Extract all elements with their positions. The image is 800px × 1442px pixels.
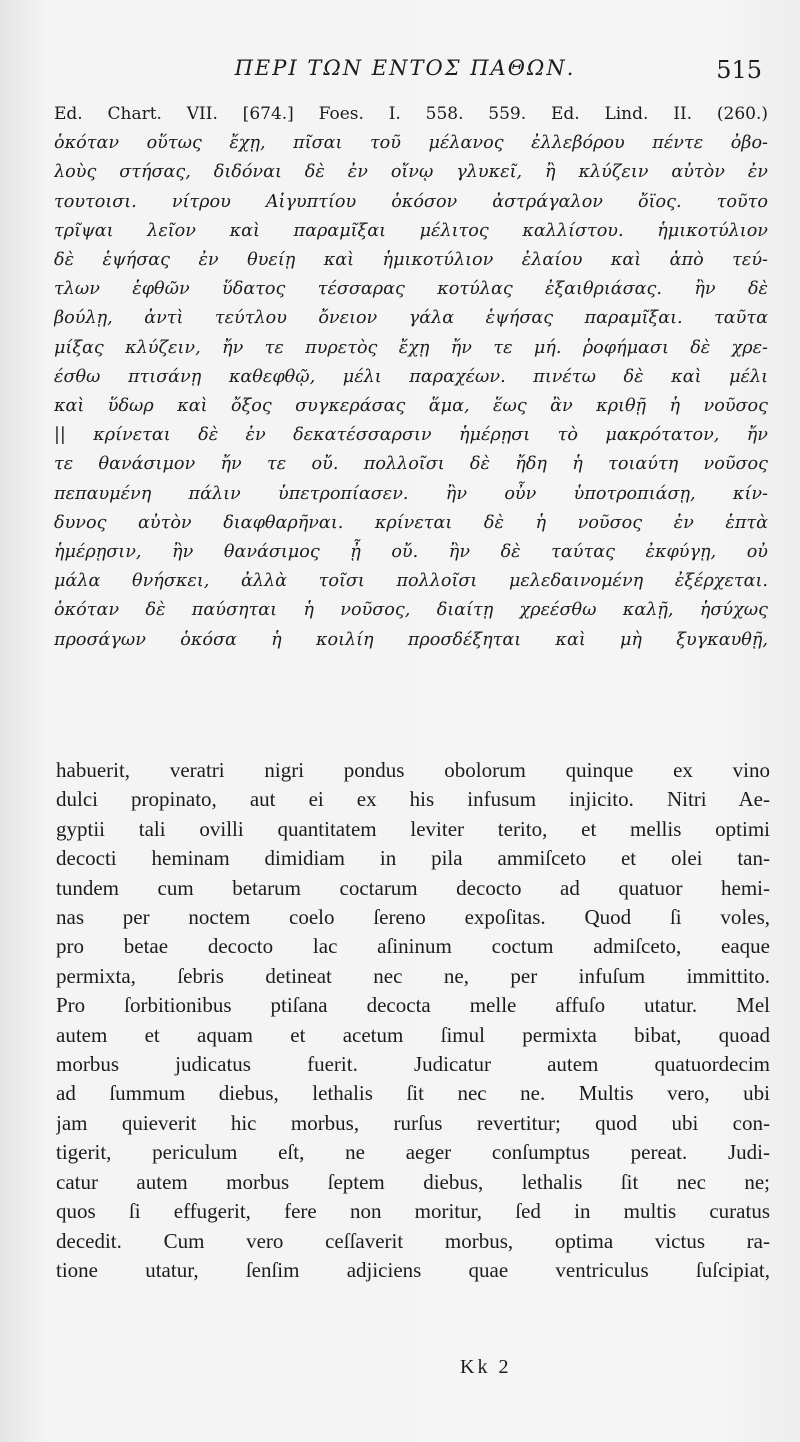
greek-text-block (54, 100, 768, 655)
greek-text-line: καὶ ὕδωρ καὶ ὄξος συγκεράσας ἅμα, ἕως ἂν κριθῇ ἡ νοῦσος (54, 396, 768, 417)
greek-text-line: δὲ ἑψήσας ἐν θυείῃ καὶ ἡμικοτύλιον ἐλαίου καὶ ἀπὸ τεύ- (54, 250, 768, 271)
greek-text-line: πεπαυμένη πάλιν ὑπετροπίασεν. ἢν οὖν ὑποτροπιάσῃ, κίν- (54, 483, 768, 504)
latin-text-line: morbus judicatus fuerit. Judicatur autem quatuordecim (56, 1052, 770, 1077)
latin-text-line: quos ſi effugerit, fere non moritur, ſed in multis curatus (56, 1199, 770, 1224)
latin-text-line: autem et aquam et acetum ſimul permixta bibat, quoad (56, 1022, 770, 1047)
latin-text-line: tundem cum betarum coctarum decocto ad quatuor hemi- (56, 875, 770, 900)
latin-text-line: permixta, ſebris detineat nec ne, per infuſum immittito. (56, 963, 770, 988)
latin-text-line: tigerit, periculum eſt, ne aeger conſumptus pereat. Judi- (56, 1140, 770, 1165)
greek-text-line: τλων ἑφθῶν ὕδατος τέσσαρας κοτύλας ἐξαιθριάσας. ἢν δὲ (54, 279, 768, 300)
greek-text-line: ὁκόταν δὲ παύσηται ἡ νοῦσος, διαίτῃ χρεέσθω καλῇ, ἡσύχως (54, 600, 768, 621)
latin-text-line: habuerit, veratri nigri pondus obolorum quinque ex vino (56, 758, 770, 782)
greek-text-line: || κρίνεται δὲ ἐν δεκατέσσαρσιν ἡμέρῃσι τὸ μακρότατον, ἤν (54, 425, 768, 446)
latin-text-line: catur autem morbus ſeptem diebus, lethalis ſit nec ne; (56, 1169, 770, 1194)
edition-reference-line: Ed. Chart. VII. [674.] Foes. I. 558. 559. Ed. Lind. II. (260.) (54, 104, 768, 124)
latin-text-line: gyptii tali ovilli quantitatem leviter terito, et mellis optimi (56, 816, 770, 841)
signature-mark: Kk 2 (460, 1356, 512, 1378)
latin-text-line: Pro ſorbitionibus ptiſana decocta melle affuſo utatur. Mel (56, 993, 770, 1018)
greek-text-line: τρῖψαι λεῖον καὶ παραμῖξαι μέλιτος καλλίστου. ἡμικοτύλιον (54, 220, 768, 241)
greek-text-line: ὁκόταν οὕτως ἔχῃ, πῖσαι τοῦ μέλανος ἐλλεβόρου πέντε ὀβο- (54, 133, 768, 154)
page-header (0, 56, 800, 96)
latin-text-line: decocti heminam dimidiam in pila ammiſceto et olei tan- (56, 846, 770, 871)
greek-text-line: τε θανάσιμον ἤν τε οὔ. πολλοῖσι δὲ ἤδη ἡ τοιαύτη νοῦσος (54, 454, 768, 475)
greek-text-line: μίξας κλύζειν, ἤν τε πυρετὸς ἔχῃ ἤν τε μή. ῥοφήμασι δὲ χρε- (54, 337, 768, 358)
latin-text-line: decedit. Cum vero ceſſaverit morbus, optima victus ra- (56, 1228, 770, 1253)
greek-text-line: ἡμέρῃσιν, ἢν θανάσιμος ᾖ οὔ. ἢν δὲ ταύτας ἐκφύγῃ, οὐ (54, 542, 768, 563)
greek-text-line: μάλα θνήσκει, ἀλλὰ τοῖσι πολλοῖσι μελεδαινομένη ἐξέρχεται. (54, 571, 768, 592)
greek-text-line: προσάγων ὁκόσα ἡ κοιλίη προσδέξηται καὶ μὴ ξυγκαυθῇ, (54, 629, 768, 650)
running-title: ΠΕΡΙ ΤΩΝ ΕΝΤΟΣ ΠΑΘΩΝ. (234, 56, 576, 80)
greek-text-line: βούλῃ, ἀντὶ τεύτλου ὄνειον γάλα ἑψήσας παραμῖξαι. ταῦτα (54, 308, 768, 329)
greek-text-line: τουτοισι. νίτρου Αἰγυπτίου ὁκόσον ἀστράγαλον ὄϊος. τοῦτο (54, 191, 768, 212)
latin-text-line: nas per noctem coelo ſereno expoſitas. Quod ſi voles, (56, 905, 770, 930)
latin-text-block (56, 756, 770, 1285)
page-number: 515 (716, 56, 762, 84)
greek-text-line: δυνος αὐτὸν διαφθαρῆναι. κρίνεται δὲ ἡ νοῦσος ἐν ἑπτὰ (54, 512, 768, 533)
latin-text-line: ad ſummum diebus, lethalis ſit nec ne. Multis vero, ubi (56, 1081, 770, 1106)
latin-text-line: pro betae decocto lac aſininum coctum admiſceto, eaque (56, 934, 770, 959)
latin-text-line: tione utatur, ſenſim adjiciens quae ventriculus ſuſcipiat, (56, 1257, 770, 1282)
latin-text-line: dulci propinato, aut ei ex his infusum injicito. Nitri Ae- (56, 787, 770, 812)
latin-text-line: jam quieverit hic morbus, rurſus revertitur; quod ubi con- (56, 1110, 770, 1135)
greek-text-line: έσθω πτισάνῃ καθεφθῷ, μέλι παραχέων. πινέτω δὲ καὶ μέλι (54, 366, 768, 387)
greek-text-line: λοὺς στήσας, διδόναι δὲ ἐν οἴνῳ γλυκεῖ, ἢ κλύζειν αὐτὸν ἐν (54, 162, 768, 183)
